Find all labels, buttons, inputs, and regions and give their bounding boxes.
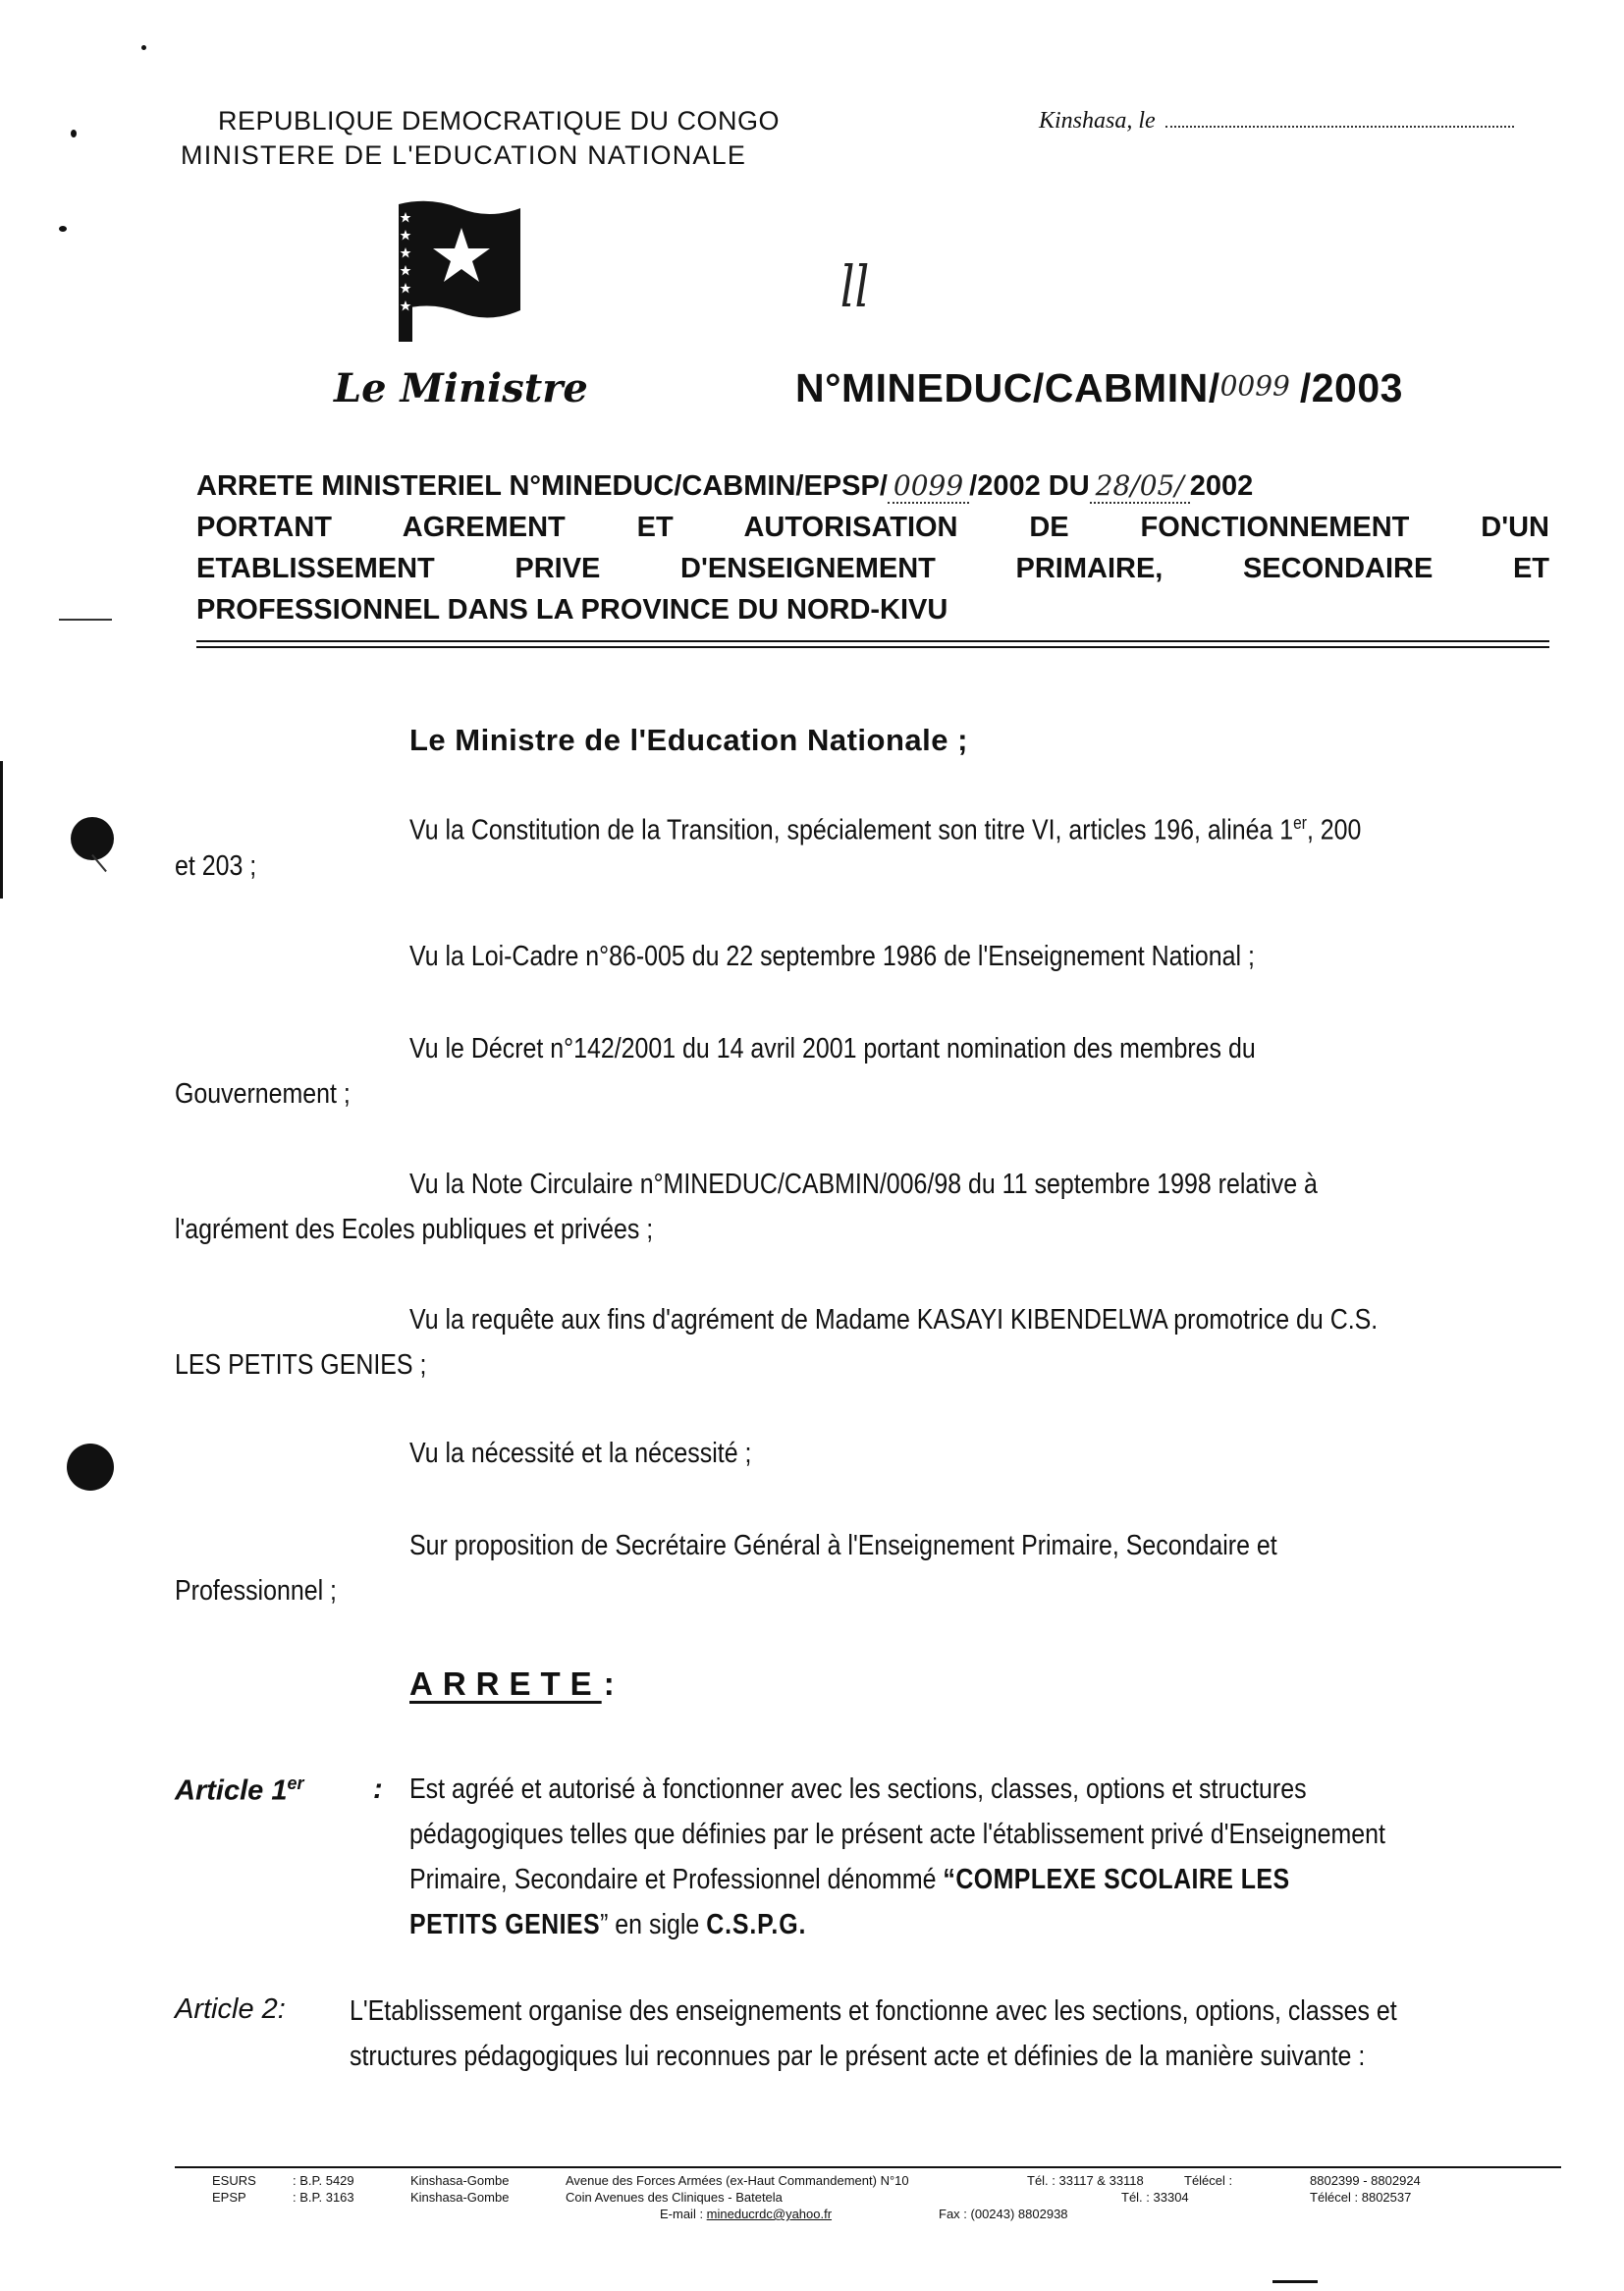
article-2-label: Article 2: (175, 1993, 286, 2025)
consideration-1: Vu la Constitution de la Transition, spécialement son titre VI, articles 196, alinéa 1er, 200 (409, 813, 1362, 846)
arrete-colon: : (603, 1665, 615, 1702)
decree-title (196, 465, 1549, 630)
article-1-colon: : (373, 1773, 383, 1805)
place-date-label: Kinshasa, le (1039, 108, 1156, 134)
consideration-5: Vu la requête aux fins d'agrément de Madame KASAYI KIBENDELWA promotrice du C.S. (409, 1304, 1379, 1336)
scan-mark-bottom (1272, 2280, 1318, 2283)
article-1-label: Article 1er (175, 1773, 304, 1807)
article-1-line2: pédagogiques telles que définies par le présent acte l'établissement privé d'Enseignement (409, 1819, 1385, 1850)
margin-line (0, 761, 3, 899)
decree-title-line2: PORTANT AGREMENT ET AUTORISATION DE FONCTIONNEMENT D'UN (196, 512, 1549, 543)
consideration-3-cont: Gouvernement ; (175, 1078, 351, 1110)
arrete-word: ARRETE (409, 1665, 602, 1702)
decree-title-line3: ETABLISSEMENT PRIVE D'ENSEIGNEMENT PRIMAIRE, SECONDAIRE ET (196, 553, 1549, 584)
reference-number (795, 365, 1403, 411)
consideration-1-cont: et 203 ; (175, 850, 257, 882)
handwritten-mark: ll (839, 253, 870, 320)
minister-signature-label: Le Ministre (334, 365, 588, 411)
ministry-header: MINISTERE DE L'EDUCATION NATIONALE (181, 140, 747, 170)
minister-heading: Le Ministre de l'Education Nationale ; (409, 723, 968, 757)
decree-title-line1: ARRETE MINISTERIEL N°MINEDUC/CABMIN/EPSP/ 0099 /2002 DU 28/05/ 2002 (196, 469, 1254, 502)
article-1-line3: Primaire, Secondaire et Professionnel dénommé “COMPLEXE SCOLAIRE LES (409, 1864, 1290, 1895)
article-2-line2: structures pédagogiques lui reconnues par le présent acte et définies de la manière suivante : (350, 2041, 1366, 2072)
punch-hole (67, 1444, 114, 1491)
footer-row-3: E-mail : mineducrdc@yahoo.fr Fax : (00243) 8802938 (660, 2207, 1068, 2221)
consideration-6: Vu la nécessité et la nécessité ; (409, 1438, 752, 1469)
reference-suffix: /2003 (1299, 365, 1403, 410)
decree-title-line4: PROFESSIONNEL DANS LA PROVINCE DU NORD-KIVU (196, 594, 948, 626)
place-date-line (1039, 108, 1514, 135)
consideration-3: Vu le Décret n°142/2001 du 14 avril 2001 portant nomination des membres du (409, 1033, 1256, 1064)
arrete-heading (409, 1665, 615, 1703)
decree-number-handwritten: 0099 (888, 469, 969, 504)
republic-header: REPUBLIQUE DEMOCRATIQUE DU CONGO (218, 106, 781, 136)
footer-row-2: EPSP : B.P. 3163 Kinshasa-Gombe Coin Avenues des Cliniques - Batetela Tél. : 33304 Télécel : 8802537 (212, 2190, 1412, 2205)
reference-handwritten-number: 0099 (1219, 369, 1290, 403)
decree-date-handwritten: 28/05/ (1090, 469, 1190, 504)
article-2-line1: L'Etablissement organise des enseignements et fonctionne avec les sections, options, classes et (350, 1995, 1397, 2027)
title-divider (196, 640, 1549, 648)
footer-rule (175, 2166, 1561, 2168)
article-1-line4: PETITS GENIES” en sigle C.S.P.G. (409, 1909, 807, 1940)
email-link[interactable]: mineducrdc@yahoo.fr (706, 2207, 833, 2221)
consideration-4-cont: l'agrément des Ecoles publiques et privées ; (175, 1214, 654, 1245)
date-blank (1165, 126, 1514, 128)
scan-speck (59, 226, 67, 232)
scan-speck (71, 130, 77, 137)
consideration-7-cont: Professionnel ; (175, 1575, 337, 1607)
consideration-4: Vu la Note Circulaire n°MINEDUC/CABMIN/006/98 du 11 septembre 1998 relative à (409, 1169, 1318, 1200)
consideration-5-cont: LES PETITS GENIES ; (175, 1349, 427, 1381)
consideration-2: Vu la Loi-Cadre n°86-005 du 22 septembre 1986 de l'Enseignement National ; (409, 941, 1255, 972)
footer-row-1: ESURS : B.P. 5429 Kinshasa-Gombe Avenue des Forces Armées (ex-Haut Commandement) N°10 Tél. : 33117 & 33118 Télécel : 8802399 - 8802924 (212, 2173, 1421, 2188)
flag-emblem-icon (391, 194, 528, 347)
article-1-line1: Est agréé et autorisé à fonctionner avec les sections, classes, options et structures (409, 1773, 1307, 1805)
consideration-7: Sur proposition de Secrétaire Général à l'Enseignement Primaire, Secondaire et (409, 1530, 1277, 1561)
scan-dash (59, 619, 112, 621)
scan-speck (141, 45, 146, 50)
reference-prefix: N°MINEDUC/CABMIN/ (795, 365, 1220, 410)
